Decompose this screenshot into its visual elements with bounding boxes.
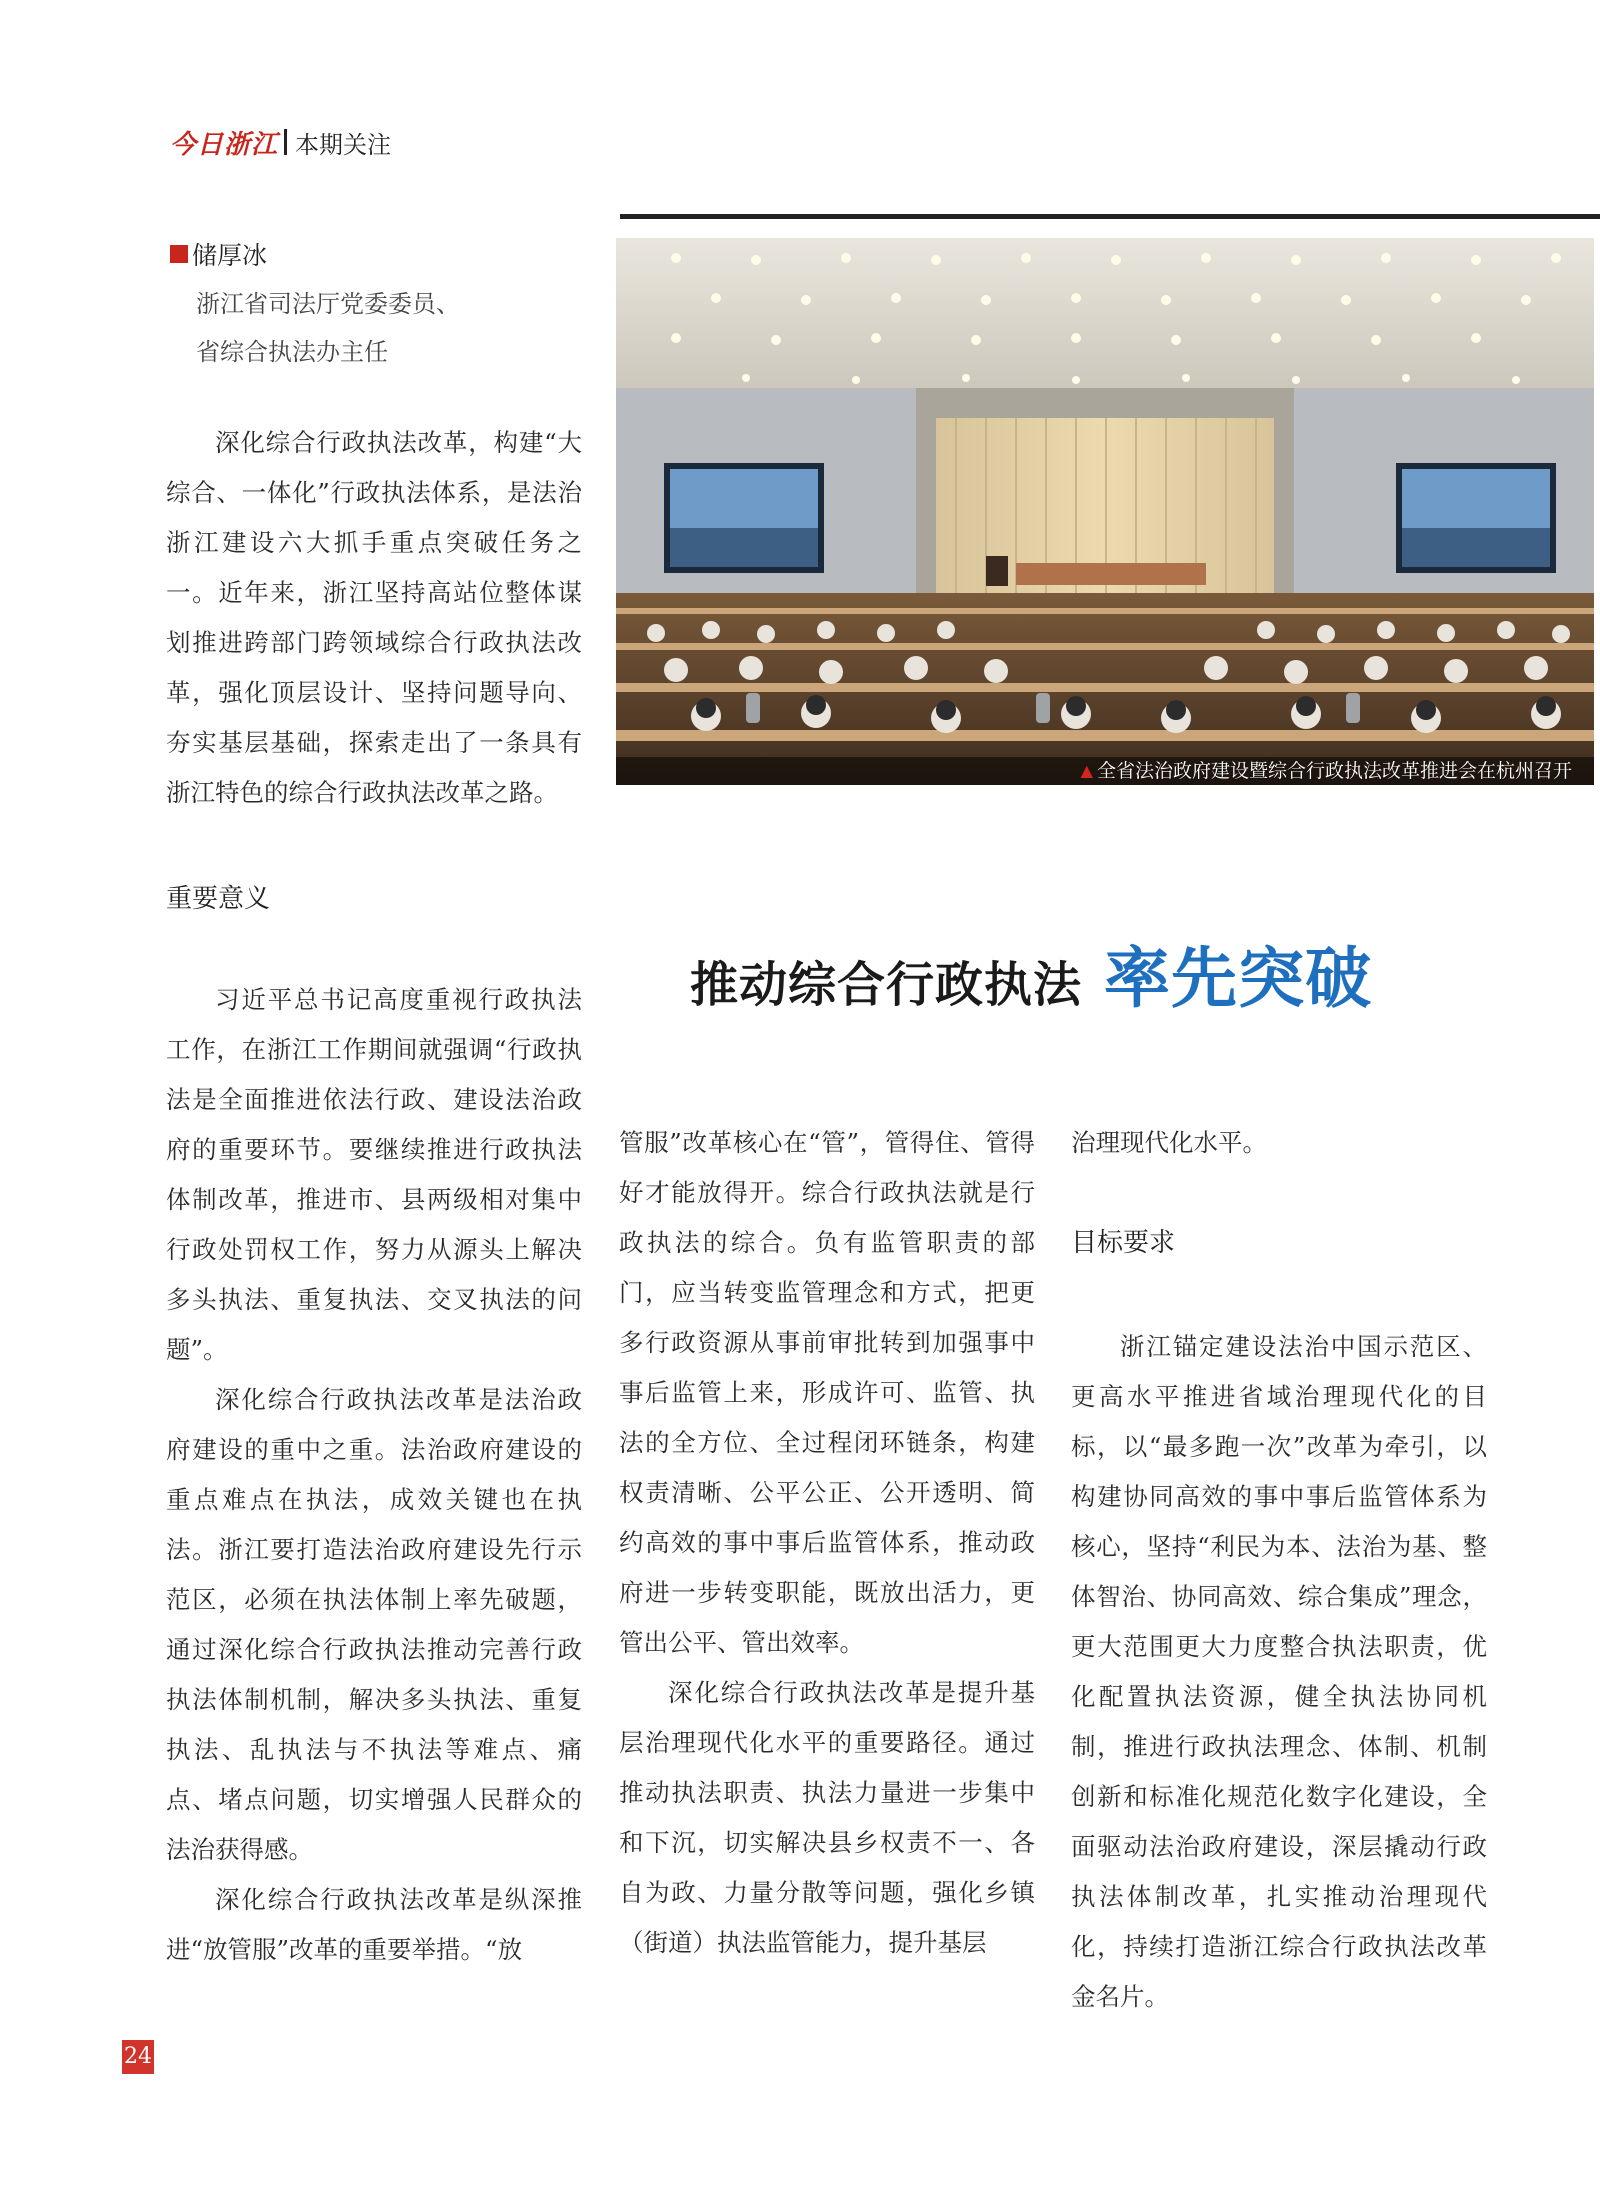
red-square-icon [170, 245, 188, 263]
meeting-photo [616, 238, 1594, 785]
heading-significance: 重要意义 [166, 884, 271, 914]
section-label: 本期关注 [295, 130, 392, 159]
triangle-up-icon: ▲ [1080, 761, 1093, 780]
article-title [690, 925, 1372, 1020]
intro-paragraph: 深化综合行政执法改革，构建“大综合、一体化”行政执法体系，是法治浙江建设六大抓手重点突破任务之一。近年来，浙江坚持高站位整体谋划推进跨部门跨领域综合行政执法改革，强化顶层设计、坚持问题导向、夯实基层基础，探索走出了一条具有浙江特色的综合行政执法改革之路。 [166, 428, 582, 807]
page-number: 24 [122, 2040, 154, 2074]
paragraph: 习近平总书记高度重视行政执法工作，在浙江工作期间就强调“行政执法是全面推进依法行政、建设法治政府的重要环节。要继续推进行政执法体制改革，推进市、县两级相对集中行政处罚权工作，努力从源头上解决多头执法、重复执法、交叉执法的问题”。 [166, 985, 582, 1364]
heading-goals: 目标要求 [1071, 1228, 1176, 1258]
paragraph: 深化综合行政执法改革是纵深推进“放管服”改革的重要举措。“放 [166, 1885, 582, 1964]
paragraph: 治理现代化水平。 [1071, 1128, 1267, 1157]
column-3-body [1071, 1322, 1487, 2022]
top-rule [620, 214, 1600, 219]
paragraph: 浙江锚定建设法治中国示范区、更高水平推进省域治理现代化的目标，以“最多跑一次”改革为牵引，以构建协同高效的事中事后监管体系为核心，坚持“利民为本、法治为基、整体智治、协同高效、综合集成”理念，更大范围更大力度整合执法职责，优化配置执法资源，健全执法协同机制，推进行政执法理念、体制、机制创新和标准化规范化数字化建设，全面驱动法治政府建设，深层撬动行政执法体制改革，扎实推动治理现代化，持续打造浙江综合行政执法改革金名片。 [1071, 1332, 1487, 2011]
photo-caption-text: 全省法治政府建设暨综合行政执法改革推进会在杭州召开 [1096, 760, 1572, 782]
magazine-logo: 今日浙江 [170, 129, 279, 160]
column-3-top [1071, 1118, 1487, 1168]
intro-paragraph-block [166, 418, 582, 818]
column-1-body [166, 975, 582, 1975]
paragraph: 深化综合行政执法改革是提升基层治理现代化水平的重要路径。通过推动执法职责、执法力量进一步集中和下沉，切实解决县乡权责不一、各自为政、力量分散等问题，强化乡镇（街道）执法监管能力，提升基层 [619, 1678, 1035, 1957]
author-name-line [170, 236, 267, 272]
paragraph: 深化综合行政执法改革是法治政府建设的重中之重。法治政府建设的重点难点在执法，成效关键也在执法。浙江要打造法治政府建设先行示范区，必须在执法体制上率先破题，通过深化综合行政执法推动完善行政执法体制机制，解决多头执法、重复执法、乱执法与不执法等难点、痛点、堵点问题，切实增强人民群众的法治获得感。 [166, 1385, 582, 1864]
author-title: 浙江省司法厅党委委员、 省综合执法办主任 [196, 290, 460, 366]
paragraph: 管服”改革核心在“管”，管得住、管得好才能放得开。综合行政执法就是行政执法的综合。负有监管职责的部门，应当转变监管理念和方式，把更多行政资源从事前审批转到加强事中事后监管上来，形成许可、监管、执法的全方位、全过程闭环链条，构建权责清晰、公平公正、公开透明、简约高效的事中事后监管体系，推动政府进一步转变职能，既放出活力，更管出公平、管出效率。 [619, 1128, 1035, 1657]
title-accent: 率先突破 [1104, 940, 1373, 1017]
photo-caption [1081, 757, 1572, 785]
author-name: 储厚冰 [192, 241, 268, 270]
photo-caption-bar [616, 757, 1594, 785]
column-2-body [619, 1118, 1035, 1968]
page-header [170, 122, 391, 162]
header-divider [284, 129, 287, 155]
conference-hall-image [616, 238, 1594, 785]
title-main: 推动综合行政执法 [690, 957, 1083, 1013]
